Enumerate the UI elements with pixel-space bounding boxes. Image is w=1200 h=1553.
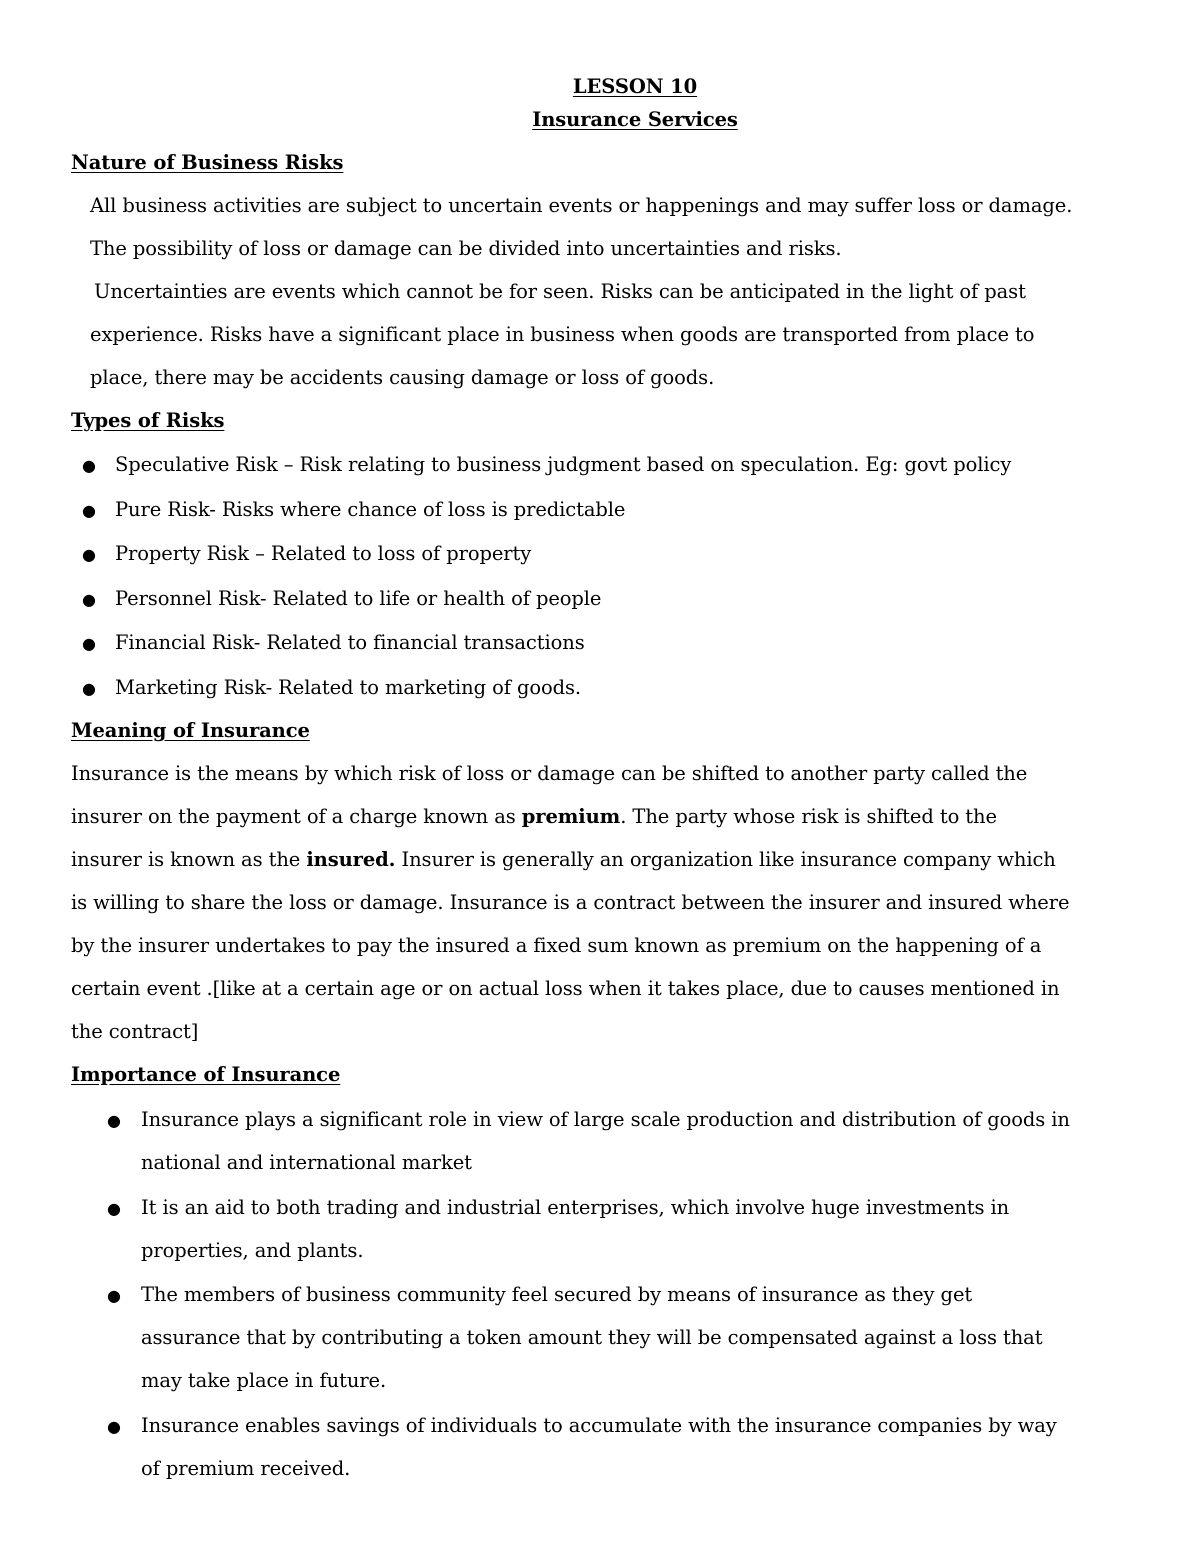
paragraph-line: the contract] (71, 1020, 199, 1043)
list-item-text: Personnel Risk- Related to life or health of people (115, 587, 602, 610)
bullet-icon: ● (82, 545, 96, 564)
paragraph-line (71, 848, 1056, 872)
paragraph-line: place, there may be accidents causing damage or loss of goods. (90, 366, 715, 389)
term-insured: insured. (306, 848, 396, 871)
bullet-icon: ● (82, 501, 96, 520)
bullet-icon: ● (82, 456, 96, 475)
list-item-text: Financial Risk- Related to financial transactions (115, 631, 585, 654)
lesson-title: Insurance Services (532, 108, 738, 131)
text-run: . The party whose risk is shifted to the (620, 805, 997, 828)
heading-importance-of-insurance: Importance of Insurance (71, 1063, 341, 1086)
paragraph-line: experience. Risks have a significant place in business when goods are transported from place to (90, 323, 1035, 346)
list-item-text: Pure Risk- Risks where chance of loss is predictable (115, 498, 626, 521)
text-run: Insurer is generally an organization like insurance company which (395, 848, 1056, 871)
paragraph-line: Insurance is the means by which risk of loss or damage can be shifted to another party called the (71, 762, 1028, 785)
bullet-icon: ● (107, 1417, 121, 1436)
list-item-text: national and international market (141, 1151, 472, 1174)
heading-types-of-risks: Types of Risks (71, 409, 225, 432)
list-item-text: properties, and plants. (141, 1239, 364, 1262)
text-run: insurer on the payment of a charge known as (71, 805, 522, 828)
bullet-icon: ● (82, 590, 96, 609)
bullet-icon: ● (107, 1286, 121, 1305)
list-item-text: Insurance enables savings of individuals to accumulate with the insurance companies by way (141, 1414, 1057, 1437)
lesson-number: LESSON 10 (572, 75, 698, 98)
list-item-text: It is an aid to both trading and industrial enterprises, which involve huge investments in (141, 1196, 1010, 1219)
bullet-icon: ● (107, 1199, 121, 1218)
list-item-text: assurance that by contributing a token amount they will be compensated against a loss that (141, 1326, 1043, 1349)
text-run: insurer is known as the (71, 848, 307, 871)
heading-nature-of-business-risks: Nature of Business Risks (71, 151, 344, 174)
list-item-text: may take place in future. (141, 1369, 387, 1392)
bullet-icon: ● (82, 634, 96, 653)
paragraph-line: All business activities are subject to uncertain events or happenings and may suffer loss or damage. (90, 194, 1073, 217)
list-item-text: Insurance plays a significant role in view of large scale production and distribution of goods in (141, 1108, 1070, 1131)
list-item-text: Marketing Risk- Related to marketing of goods. (115, 676, 581, 699)
paragraph-line: is willing to share the loss or damage. Insurance is a contract between the insurer and insured where (71, 891, 1070, 914)
term-premium: premium (521, 805, 621, 828)
paragraph-line: The possibility of loss or damage can be divided into uncertainties and risks. (90, 237, 842, 260)
paragraph-line: Uncertainties are events which cannot be for seen. Risks can be anticipated in the light of past (94, 280, 1026, 303)
bullet-icon: ● (82, 679, 96, 698)
paragraph-line: by the insurer undertakes to pay the insured a fixed sum known as premium on the happening of a (71, 934, 1042, 957)
list-item-text: The members of business community feel secured by means of insurance as they get (141, 1283, 973, 1306)
list-item-text: of premium received. (141, 1457, 351, 1480)
list-item-text: Speculative Risk – Risk relating to business judgment based on speculation. Eg: govt policy (115, 453, 1012, 476)
bullet-icon: ● (107, 1111, 121, 1130)
list-item-text: Property Risk – Related to loss of property (115, 542, 532, 565)
heading-meaning-of-insurance: Meaning of Insurance (71, 719, 310, 742)
paragraph-line (71, 805, 997, 829)
paragraph-line: certain event .[like at a certain age or on actual loss when it takes place, due to causes mentioned in (71, 977, 1060, 1000)
